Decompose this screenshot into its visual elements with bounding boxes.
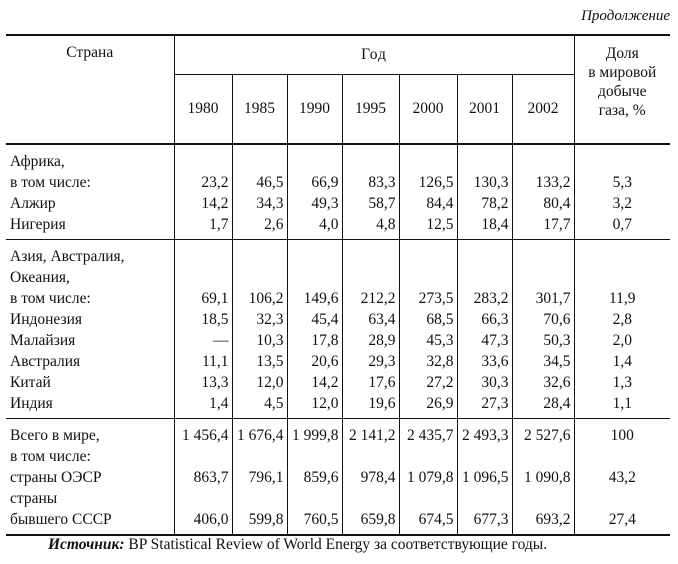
source-note	[48, 536, 547, 554]
value-cell: 17,7	[512, 214, 574, 240]
country-label: страны	[10, 490, 58, 507]
country-label: Китай	[10, 374, 51, 391]
value-cell: 674,5	[399, 488, 457, 535]
value-cell: 677,3	[457, 488, 512, 535]
value-cell: 14,2	[174, 193, 232, 214]
value-cell: 301,7	[512, 240, 574, 310]
gas-production-table	[6, 34, 670, 536]
country-cell	[6, 214, 174, 240]
share-cell: 27,4	[574, 488, 670, 535]
value-cell: 12,5	[399, 214, 457, 240]
value-cell: 47,3	[457, 330, 512, 351]
value-cell: 126,5	[399, 144, 457, 193]
value-cell: 14,2	[287, 372, 342, 393]
value-cell: 34,5	[512, 351, 574, 372]
share-cell: 1,1	[574, 393, 670, 419]
value-cell: 12,0	[287, 393, 342, 419]
country-label: Австралия	[10, 353, 81, 370]
value-cell: 859,6	[287, 467, 342, 488]
share-cell: 0,7	[574, 214, 670, 240]
value-cell: 30,3	[457, 372, 512, 393]
value-cell: 49,3	[287, 193, 342, 214]
value-cell: 13,3	[174, 372, 232, 393]
country-cell	[6, 393, 174, 419]
value-cell: 2 435,7	[399, 419, 457, 468]
value-cell: 2,6	[232, 214, 287, 240]
continuation-label: Продолжение	[581, 8, 670, 24]
share-header-line: Доля	[605, 45, 639, 62]
value-cell: 13,5	[232, 351, 287, 372]
share-cell: 3,2	[574, 193, 670, 214]
country-label: Азия, Австралия,	[10, 248, 125, 265]
value-cell: 978,4	[342, 467, 399, 488]
value-cell: 4,5	[232, 393, 287, 419]
value-cell: 17,8	[287, 330, 342, 351]
value-cell: 63,4	[342, 309, 399, 330]
value-cell: 69,1	[174, 240, 232, 310]
value-cell: 130,3	[457, 144, 512, 193]
year-header: 2002	[512, 75, 574, 145]
value-cell: 599,8	[232, 488, 287, 535]
country-cell	[6, 330, 174, 351]
country-cell	[6, 351, 174, 372]
value-cell: 18,4	[457, 214, 512, 240]
year-header: 2001	[457, 75, 512, 145]
value-cell: —	[174, 330, 232, 351]
value-cell: 1 676,4	[232, 419, 287, 468]
year-group-header: Год	[174, 35, 574, 75]
value-cell: 693,2	[512, 488, 574, 535]
value-cell: 2 527,6	[512, 419, 574, 468]
value-cell: 760,5	[287, 488, 342, 535]
country-cell	[6, 144, 174, 193]
value-cell: 66,3	[457, 309, 512, 330]
country-label: Малайзия	[10, 332, 76, 349]
value-cell: 1,7	[174, 214, 232, 240]
value-cell: 1,4	[174, 393, 232, 419]
value-cell: 32,6	[512, 372, 574, 393]
value-cell: 212,2	[342, 240, 399, 310]
value-cell: 19,6	[342, 393, 399, 419]
year-header: 2000	[399, 75, 457, 145]
value-cell: 29,3	[342, 351, 399, 372]
value-cell: 863,7	[174, 467, 232, 488]
value-cell: 4,8	[342, 214, 399, 240]
share-header-line: газа, %	[598, 102, 646, 119]
value-cell: 66,9	[287, 144, 342, 193]
value-cell: 18,5	[174, 309, 232, 330]
table-row	[6, 351, 670, 372]
value-cell: 33,6	[457, 351, 512, 372]
country-label: Африка,	[10, 153, 65, 170]
year-header: 1985	[232, 75, 287, 145]
table-row	[6, 488, 670, 535]
value-cell: 2 493,3	[457, 419, 512, 468]
value-cell: 84,4	[399, 193, 457, 214]
table-row	[6, 467, 670, 488]
value-cell: 45,4	[287, 309, 342, 330]
country-label: Индия	[10, 395, 53, 412]
value-cell: 32,8	[399, 351, 457, 372]
country-label: Алжир	[10, 195, 56, 212]
value-cell: 149,6	[287, 240, 342, 310]
country-label: Индонезия	[10, 311, 83, 328]
country-label: в том числе:	[10, 174, 91, 191]
value-cell: 1 999,8	[287, 419, 342, 468]
country-cell	[6, 240, 174, 310]
value-cell: 83,3	[342, 144, 399, 193]
value-cell: 26,9	[399, 393, 457, 419]
value-cell: 796,1	[232, 467, 287, 488]
value-cell: 28,4	[512, 393, 574, 419]
value-cell: 4,0	[287, 214, 342, 240]
table-row	[6, 240, 670, 310]
year-header: 1990	[287, 75, 342, 145]
table-row	[6, 214, 670, 240]
table-row	[6, 393, 670, 419]
share-header-line: добыче	[597, 83, 647, 100]
share-cell: 2,8	[574, 309, 670, 330]
country-column-header: Страна	[6, 35, 174, 144]
country-cell	[6, 372, 174, 393]
value-cell: 17,6	[342, 372, 399, 393]
value-cell: 27,3	[457, 393, 512, 419]
country-cell	[6, 309, 174, 330]
country-label: Океания,	[10, 269, 70, 286]
table-row	[6, 144, 670, 193]
source-label: Источник:	[48, 536, 125, 553]
table-row	[6, 309, 670, 330]
share-column-header	[574, 35, 670, 144]
country-cell	[6, 488, 174, 535]
value-cell: 12,0	[232, 372, 287, 393]
table-row	[6, 193, 670, 214]
year-header: 1980	[174, 75, 232, 145]
value-cell: 283,2	[457, 240, 512, 310]
value-cell: 34,3	[232, 193, 287, 214]
share-header-line: в мировой	[588, 64, 657, 81]
value-cell: 1 096,5	[457, 467, 512, 488]
value-cell: 2 141,2	[342, 419, 399, 468]
table-row	[6, 372, 670, 393]
value-cell: 11,1	[174, 351, 232, 372]
value-cell: 10,3	[232, 330, 287, 351]
share-cell: 2,0	[574, 330, 670, 351]
table-row	[6, 419, 670, 468]
value-cell: 23,2	[174, 144, 232, 193]
country-cell	[6, 467, 174, 488]
value-cell: 20,6	[287, 351, 342, 372]
country-label: в том числе:	[10, 448, 91, 465]
value-cell: 32,3	[232, 309, 287, 330]
value-cell: 45,3	[399, 330, 457, 351]
share-cell: 11,9	[574, 240, 670, 310]
value-cell: 106,2	[232, 240, 287, 310]
value-cell: 46,5	[232, 144, 287, 193]
value-cell: 659,8	[342, 488, 399, 535]
country-label: бывшего СССР	[10, 511, 112, 528]
value-cell: 1 456,4	[174, 419, 232, 468]
country-cell	[6, 419, 174, 468]
value-cell: 273,5	[399, 240, 457, 310]
country-label: Нигерия	[10, 216, 66, 233]
share-cell: 43,2	[574, 467, 670, 488]
source-text: BP Statistical Review of World Energy за соответствующие годы.	[124, 536, 548, 553]
share-cell: 1,3	[574, 372, 670, 393]
share-cell: 5,3	[574, 144, 670, 193]
value-cell: 68,5	[399, 309, 457, 330]
year-header: 1995	[342, 75, 399, 145]
value-cell: 78,2	[457, 193, 512, 214]
value-cell: 28,9	[342, 330, 399, 351]
value-cell: 50,3	[512, 330, 574, 351]
value-cell: 80,4	[512, 193, 574, 214]
table-row	[6, 330, 670, 351]
country-cell	[6, 193, 174, 214]
value-cell: 27,2	[399, 372, 457, 393]
country-label: Всего в мире,	[10, 427, 100, 444]
country-label: в том числе:	[10, 290, 91, 307]
value-cell: 58,7	[342, 193, 399, 214]
share-cell: 1,4	[574, 351, 670, 372]
share-cell: 100	[574, 419, 670, 468]
value-cell: 406,0	[174, 488, 232, 535]
value-cell: 133,2	[512, 144, 574, 193]
value-cell: 1 090,8	[512, 467, 574, 488]
value-cell: 70,6	[512, 309, 574, 330]
value-cell: 1 079,8	[399, 467, 457, 488]
country-label: страны ОЭСР	[10, 469, 102, 486]
